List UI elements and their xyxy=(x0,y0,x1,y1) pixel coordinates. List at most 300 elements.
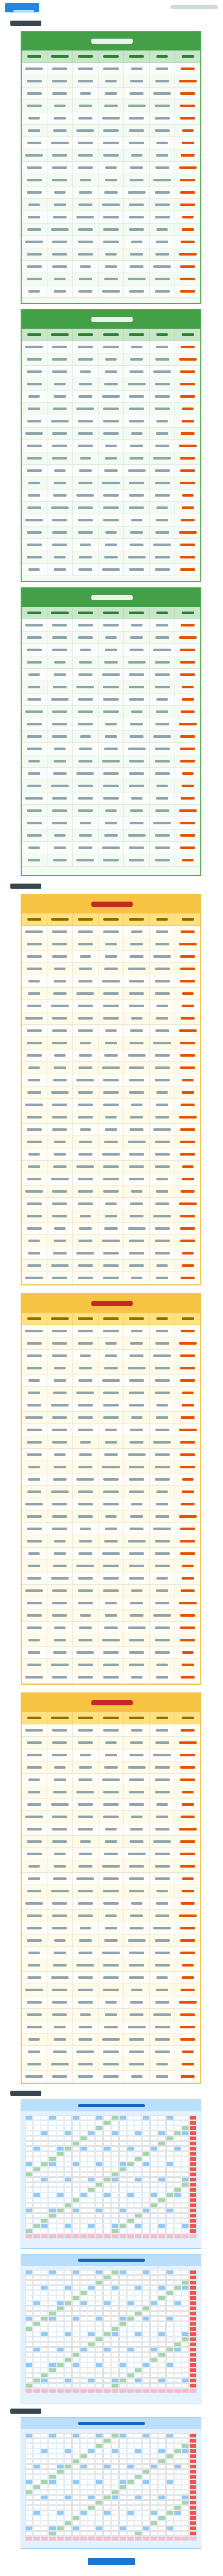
grid-cell xyxy=(142,2511,150,2515)
text-placeholder xyxy=(52,457,67,460)
grid-cell xyxy=(41,2229,48,2233)
grid-cell xyxy=(189,2167,197,2172)
table-row xyxy=(22,378,200,391)
text-placeholder xyxy=(155,1367,170,1369)
grid-cell xyxy=(57,2126,64,2130)
text-placeholder xyxy=(80,1614,91,1617)
table-cell xyxy=(47,805,73,817)
text-placeholder xyxy=(25,930,43,933)
table-cell xyxy=(73,1247,99,1259)
text-placeholder xyxy=(129,117,144,120)
grid-cell xyxy=(189,2316,197,2321)
grid-cell xyxy=(41,2352,48,2357)
text-placeholder xyxy=(155,992,170,995)
table-row xyxy=(22,1412,200,1424)
grid-cell xyxy=(182,2378,189,2383)
text-placeholder xyxy=(180,1367,195,1369)
text-placeholder xyxy=(130,544,144,546)
table-cell xyxy=(47,2046,73,2058)
table-cell xyxy=(73,1449,99,1461)
grid-cell xyxy=(41,2213,48,2218)
grid-cell xyxy=(65,2234,72,2239)
table-cell xyxy=(175,632,200,643)
grid-cell xyxy=(135,2388,142,2393)
grid-cell xyxy=(49,2485,56,2489)
grid-cell xyxy=(88,2368,95,2372)
grid-cell xyxy=(174,2306,181,2311)
grid-cell xyxy=(103,2291,110,2295)
grid-cell xyxy=(150,2449,157,2453)
table-cell xyxy=(22,224,47,235)
grid-cell xyxy=(25,2516,33,2520)
table-cell xyxy=(124,1062,150,1074)
table-row xyxy=(22,951,200,963)
table-cell xyxy=(175,1548,200,1560)
table-row xyxy=(22,1647,200,1659)
grid-cell xyxy=(189,2500,197,2505)
table-cell xyxy=(99,854,124,866)
table-cell xyxy=(124,378,150,390)
table-cell xyxy=(124,975,150,987)
table-cell xyxy=(175,656,200,668)
grid-cell xyxy=(189,2536,197,2541)
text-placeholder xyxy=(129,129,144,132)
grid-cell xyxy=(33,2182,40,2187)
text-placeholder xyxy=(78,1890,93,1892)
table-row xyxy=(22,1972,200,1984)
text-placeholder xyxy=(130,1441,144,1444)
grid-cell xyxy=(166,2511,173,2515)
grid-cell xyxy=(182,2229,189,2233)
table-cell xyxy=(73,1124,99,1136)
grid-cell xyxy=(33,2167,40,2172)
grid-cell xyxy=(57,2449,64,2453)
text-placeholder xyxy=(153,457,171,460)
table-cell xyxy=(22,415,47,427)
table-cell xyxy=(73,817,99,829)
text-placeholder xyxy=(155,1914,169,1917)
table-cell xyxy=(73,644,99,656)
table-cell xyxy=(150,100,176,112)
text-placeholder xyxy=(179,1202,197,1205)
grid-cell xyxy=(72,2438,79,2443)
table-cell xyxy=(124,1873,150,1885)
grid-cell xyxy=(150,2321,157,2326)
text-placeholder xyxy=(155,1342,169,1345)
text-placeholder xyxy=(51,1404,69,1406)
grid-cell xyxy=(150,2454,157,2459)
text-placeholder xyxy=(27,420,41,422)
grid-cell xyxy=(57,2521,64,2526)
grid-cell xyxy=(103,2172,110,2177)
grid-cell xyxy=(33,2198,40,2202)
text-placeholder xyxy=(27,278,42,280)
grid-cell xyxy=(112,2352,119,2357)
grid-cell xyxy=(182,2316,189,2321)
text-placeholder xyxy=(179,1602,197,1604)
text-placeholder xyxy=(78,228,93,231)
grid-cell xyxy=(88,2464,95,2469)
table-cell xyxy=(99,1247,124,1259)
grid-cell xyxy=(33,2480,40,2484)
text-placeholder xyxy=(155,1116,169,1118)
text-placeholder xyxy=(27,1741,42,1744)
grid-cell xyxy=(72,2224,79,2228)
text-placeholder xyxy=(130,265,144,268)
grid-cell xyxy=(112,2373,119,2378)
text-placeholder xyxy=(27,383,42,385)
text-placeholder xyxy=(182,494,194,497)
text-placeholder xyxy=(155,1540,170,1543)
grid-cell xyxy=(189,2347,197,2352)
table-cell xyxy=(124,477,150,489)
table-cell xyxy=(22,1597,47,1609)
table-cell xyxy=(150,1111,176,1123)
grid-cell xyxy=(182,2526,189,2531)
grid-cell xyxy=(80,2480,87,2484)
table-cell xyxy=(73,88,99,99)
grid-cell xyxy=(72,2151,79,2156)
grid-cell xyxy=(103,2373,110,2378)
grid-cell xyxy=(80,2332,87,2336)
grid-cell xyxy=(57,2327,64,2331)
table-row xyxy=(22,1659,200,1671)
grid-cell xyxy=(119,2388,126,2393)
text-placeholder xyxy=(180,370,195,373)
text-placeholder xyxy=(54,1466,66,1468)
grid-cell xyxy=(189,2373,197,2378)
grid-cell xyxy=(127,2383,134,2388)
grid-cell xyxy=(49,2172,56,2177)
grid-cell xyxy=(142,2342,150,2347)
table-cell xyxy=(124,341,150,353)
grid-cell xyxy=(57,2301,64,2306)
grid-cell xyxy=(182,2280,189,2285)
table-cell xyxy=(150,1585,176,1597)
text-placeholder xyxy=(155,686,170,688)
grid-cell xyxy=(135,2203,142,2208)
grid-cell xyxy=(112,2321,119,2326)
text-placeholder xyxy=(25,1816,43,1818)
table-cell xyxy=(150,1337,176,1349)
table-cell xyxy=(124,63,150,75)
grid-cell xyxy=(49,2151,56,2156)
text-placeholder xyxy=(25,624,43,626)
grid-cell xyxy=(65,2480,72,2484)
grid-cell xyxy=(57,2321,64,2326)
text-placeholder xyxy=(54,661,66,664)
grid-cell xyxy=(49,2115,56,2120)
column-header xyxy=(175,913,200,925)
grid-cell xyxy=(57,2291,64,2295)
text-placeholder xyxy=(156,1989,168,1991)
table-cell xyxy=(99,1774,124,1786)
footer-button[interactable] xyxy=(88,2558,135,2565)
table-cell xyxy=(150,1173,176,1185)
grid-cell xyxy=(95,2444,103,2448)
grid-cell xyxy=(150,2363,157,2367)
table-cell xyxy=(47,75,73,87)
table-cell xyxy=(99,1260,124,1272)
trend-grid-1 xyxy=(21,2099,201,2249)
text-placeholder xyxy=(80,544,91,546)
trend-grid-3 xyxy=(21,2417,201,2549)
grid-cell xyxy=(189,2469,197,2474)
text-placeholder xyxy=(130,1840,144,1843)
text-placeholder xyxy=(27,1178,41,1180)
text-placeholder xyxy=(52,2001,67,2004)
text-placeholder xyxy=(131,1816,142,1818)
table-cell xyxy=(175,1511,200,1522)
grid-cell xyxy=(150,2234,157,2239)
table-row xyxy=(22,755,200,768)
text-placeholder xyxy=(180,2026,195,2028)
table-cell xyxy=(47,1671,73,1683)
table-cell xyxy=(124,1560,150,1572)
grid-cell xyxy=(119,2536,126,2541)
grid-cell xyxy=(174,2213,181,2218)
table-cell xyxy=(47,731,73,742)
grid-cell xyxy=(112,2198,119,2202)
table-cell xyxy=(73,1597,99,1609)
text-placeholder xyxy=(155,748,170,750)
text-placeholder xyxy=(27,1404,41,1406)
grid-cell xyxy=(25,2198,33,2202)
text-placeholder xyxy=(54,1054,66,1057)
text-placeholder xyxy=(28,1952,40,1954)
grid-cell xyxy=(166,2342,173,2347)
table-cell xyxy=(124,428,150,439)
table-cell xyxy=(99,1399,124,1411)
text-placeholder xyxy=(104,968,118,970)
grid-cell xyxy=(166,2275,173,2280)
grid-cell xyxy=(150,2316,157,2321)
grid-row xyxy=(25,2208,197,2213)
text-placeholder xyxy=(102,980,120,982)
grid-cell xyxy=(150,2208,157,2213)
grid-cell xyxy=(142,2131,150,2136)
grid-cell xyxy=(150,2115,157,2120)
grid-cell xyxy=(150,2383,157,2388)
grid-cell xyxy=(189,2203,197,2208)
text-placeholder xyxy=(105,1029,117,1032)
table-row xyxy=(22,1399,200,1412)
grid-cell xyxy=(119,2218,126,2223)
grid-title-placeholder xyxy=(78,2104,145,2107)
table-cell xyxy=(47,1235,73,1247)
table-row xyxy=(22,125,200,137)
text-placeholder xyxy=(104,1453,118,1456)
text-placeholder xyxy=(105,1441,117,1444)
text-placeholder xyxy=(129,482,144,484)
table-row xyxy=(22,174,200,187)
grid-cell xyxy=(158,2193,165,2197)
text-placeholder xyxy=(102,117,120,120)
text-placeholder xyxy=(27,1828,42,1831)
text-placeholder xyxy=(105,955,117,958)
table-cell xyxy=(73,1836,99,1848)
grid-cell xyxy=(135,2511,142,2515)
text-placeholder xyxy=(180,748,195,750)
text-placeholder xyxy=(78,1264,93,1267)
grid-cell xyxy=(49,2480,56,2484)
text-placeholder xyxy=(52,1589,67,1592)
grid-cell xyxy=(57,2151,64,2156)
grid-row xyxy=(25,2141,197,2146)
text-placeholder xyxy=(103,785,118,787)
table-cell xyxy=(124,1761,150,1773)
text-placeholder xyxy=(52,809,67,812)
text-placeholder xyxy=(105,1528,117,1530)
grid-cell xyxy=(119,2454,126,2459)
text-placeholder xyxy=(182,1664,194,1666)
grid-cell xyxy=(41,2449,48,2453)
text-placeholder xyxy=(131,710,142,713)
table-cell xyxy=(22,100,47,112)
table-cell xyxy=(124,1486,150,1498)
table-cell xyxy=(175,112,200,124)
grid-cell xyxy=(80,2296,87,2300)
text-placeholder xyxy=(130,943,142,945)
grid-cell xyxy=(57,2342,64,2347)
table-row xyxy=(22,1811,200,1823)
grid-cell xyxy=(127,2449,134,2453)
table-cell xyxy=(124,1935,150,1946)
column-header-row xyxy=(22,1313,200,1325)
text-placeholder xyxy=(129,1165,144,1168)
grid-cell xyxy=(174,2203,181,2208)
table-cell xyxy=(47,1111,73,1123)
grid-cell xyxy=(49,2131,56,2136)
table-row xyxy=(22,1774,200,1786)
table-cell xyxy=(150,951,176,962)
stats-table-1 xyxy=(22,50,200,298)
grid-cell xyxy=(41,2280,48,2285)
text-placeholder xyxy=(182,612,194,614)
grid-cell xyxy=(166,2182,173,2187)
grid-cell xyxy=(142,2316,150,2321)
grid-cell xyxy=(158,2285,165,2290)
text-placeholder xyxy=(53,1964,67,1967)
table-cell xyxy=(99,1037,124,1049)
table-cell xyxy=(124,1025,150,1037)
grid-cell xyxy=(49,2337,56,2342)
text-placeholder xyxy=(103,1503,118,1505)
text-placeholder xyxy=(131,1989,142,1991)
text-placeholder xyxy=(129,1639,144,1641)
table-cell xyxy=(124,1885,150,1897)
text-placeholder xyxy=(105,1914,117,1917)
grid-cell xyxy=(182,2505,189,2510)
text-placeholder xyxy=(103,1976,118,1979)
text-placeholder xyxy=(129,1778,144,1781)
grid-cell xyxy=(25,2121,33,2125)
table-cell xyxy=(124,1922,150,1934)
table-cell xyxy=(73,1737,99,1749)
text-placeholder xyxy=(27,1091,41,1094)
table-cell xyxy=(175,718,200,730)
text-placeholder xyxy=(104,1766,118,1769)
text-placeholder xyxy=(180,265,195,268)
table-row xyxy=(22,1375,200,1387)
table-cell xyxy=(73,1111,99,1123)
grid-cell xyxy=(158,2208,165,2213)
table-row xyxy=(22,1836,200,1848)
table-cell xyxy=(175,1947,200,1959)
table-cell xyxy=(73,162,99,174)
table-cell xyxy=(47,1860,73,1872)
grid-cell xyxy=(88,2469,95,2474)
text-placeholder xyxy=(80,822,91,824)
grid-cell xyxy=(158,2177,165,2182)
table-cell xyxy=(150,1247,176,1259)
grid-cell xyxy=(135,2136,142,2141)
table-row xyxy=(22,1848,200,1860)
grid-row xyxy=(25,2151,197,2156)
active-tab[interactable] xyxy=(5,3,39,12)
grid-row xyxy=(25,2275,197,2280)
table-cell xyxy=(47,1375,73,1386)
table-cell xyxy=(99,285,124,297)
table-cell xyxy=(124,88,150,99)
text-placeholder xyxy=(131,241,142,243)
grid-cell xyxy=(57,2182,64,2187)
text-placeholder xyxy=(131,1589,142,1592)
grid-cell xyxy=(119,2383,126,2388)
grid-cell xyxy=(158,2449,165,2453)
grid-cell xyxy=(182,2373,189,2378)
grid-cell xyxy=(135,2146,142,2151)
table-row xyxy=(22,1910,200,1922)
text-placeholder xyxy=(182,1404,194,1406)
grid-cell xyxy=(127,2306,134,2311)
grid-cell xyxy=(41,2291,48,2295)
grid-cell xyxy=(166,2131,173,2136)
table-cell xyxy=(73,656,99,668)
text-placeholder xyxy=(131,2075,142,2078)
table-cell xyxy=(47,1511,73,1522)
grid-cell xyxy=(88,2234,95,2239)
text-placeholder xyxy=(53,772,67,775)
table-cell xyxy=(47,1585,73,1597)
text-placeholder xyxy=(103,930,118,933)
table-cell xyxy=(47,1074,73,1086)
grid-cell xyxy=(80,2208,87,2213)
grid-cell xyxy=(189,2358,197,2362)
text-placeholder xyxy=(105,457,117,460)
grid-cell xyxy=(112,2383,119,2388)
table-cell xyxy=(73,63,99,75)
grid-cell xyxy=(57,2115,64,2120)
grid-cell xyxy=(72,2459,79,2464)
column-header xyxy=(99,1313,124,1325)
grid-cell xyxy=(135,2444,142,2448)
grid-cell xyxy=(150,2198,157,2202)
grid-cell xyxy=(135,2234,142,2239)
grid-cell xyxy=(41,2126,48,2130)
column-header xyxy=(150,1712,176,1724)
grid-row xyxy=(25,2521,197,2526)
grid-cell xyxy=(65,2511,72,2515)
grid-cell xyxy=(80,2536,87,2541)
grid-cell xyxy=(182,2449,189,2453)
grid-cell xyxy=(127,2495,134,2500)
text-placeholder xyxy=(103,686,118,688)
text-placeholder xyxy=(52,253,67,256)
stats-panel-2 xyxy=(21,309,201,582)
grid-cell xyxy=(49,2388,56,2393)
text-placeholder xyxy=(78,1490,93,1493)
